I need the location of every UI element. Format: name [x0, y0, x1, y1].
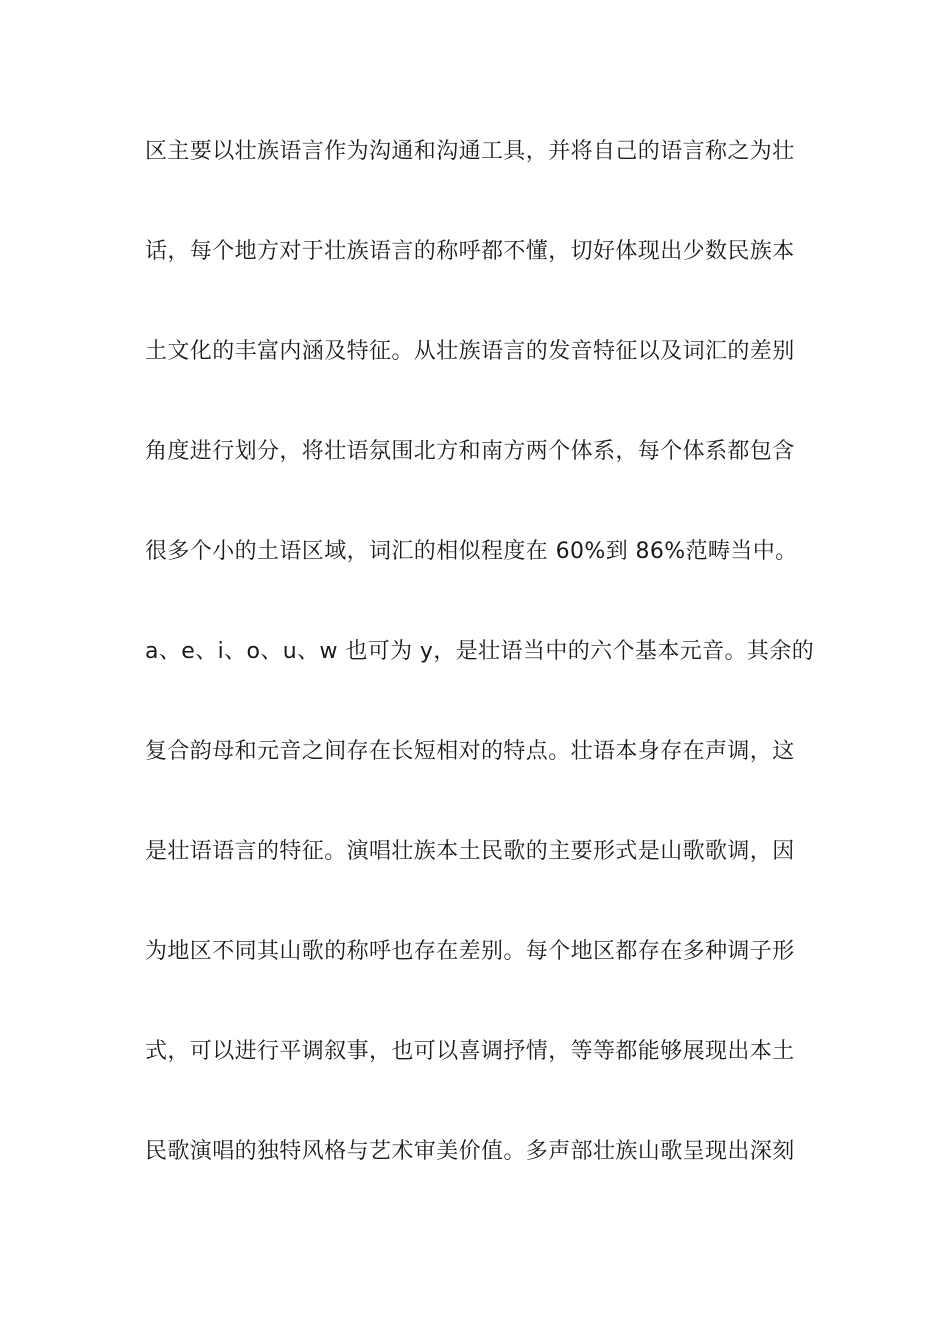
text-line: 角度进行划分，将壮语氛围北方和南方两个体系，每个体系都包含: [145, 439, 795, 464]
body-text: [145, 130, 825, 1230]
text-line: 复合韵母和元音之间存在长短相对的特点。壮语本身存在声调，这: [145, 739, 795, 764]
text-line: 话，每个地方对于壮族语言的称呼都不懂，切好体现出少数民族本: [145, 239, 795, 264]
text-line: 是壮语语言的特征。演唱壮族本土民歌的主要形式是山歌歌调，因: [145, 839, 795, 864]
text-line: 土文化的丰富内涵及特征。从壮族语言的发音特征以及词汇的差别: [145, 339, 795, 364]
text-line: 很多个小的土语区域，词汇的相似程度在 60%到 86%范畴当中。: [145, 539, 798, 564]
text-line: 为地区不同其山歌的称呼也存在差别。每个地区都存在多种调子形: [145, 939, 795, 964]
text-line: 区主要以壮族语言作为沟通和沟通工具，并将自己的语言称之为壮: [145, 139, 795, 164]
text-line: a、e、i、o、u、w 也可为 y，是壮语当中的六个基本元音。其余的: [145, 639, 815, 664]
text-line: 民歌演唱的独特风格与艺术审美价值。多声部壮族山歌呈现出深刻: [145, 1139, 795, 1164]
text-line: 式，可以进行平调叙事，也可以喜调抒情，等等都能够展现出本土: [145, 1039, 795, 1064]
